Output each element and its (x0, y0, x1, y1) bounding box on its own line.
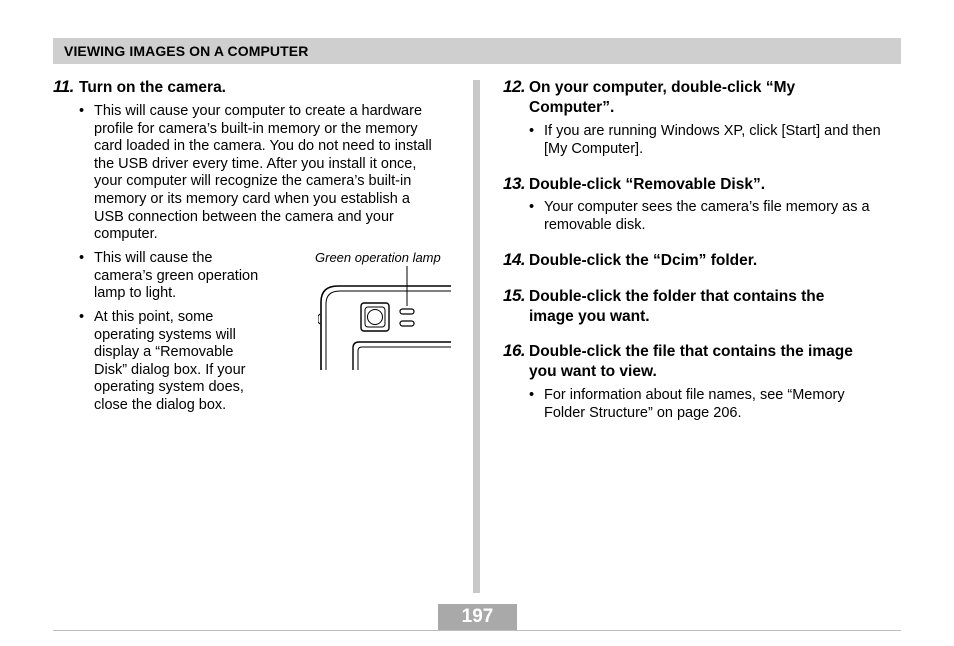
step-title-line: Double-click the file that contains the image (529, 343, 853, 360)
step-number: 11. (53, 77, 74, 96)
step-12 (503, 78, 903, 118)
bullet-line: Disk” dialog box. If your (94, 361, 246, 378)
step-title: Double-click the “Dcim” folder. (529, 252, 758, 269)
bullet-line: profile for camera’s built-in memory or the memory (94, 120, 418, 137)
bullet-line: This will cause your computer to create a hardware (94, 103, 423, 119)
bullet-file-names (529, 387, 904, 422)
camera-screen-outline (353, 342, 451, 370)
camera-illustration (318, 262, 454, 374)
bullet-line: memory or its memory card when you establish a (94, 190, 410, 207)
step-14 (503, 251, 903, 271)
step-number: 12. (503, 77, 526, 96)
step-13 (503, 175, 903, 195)
bullet-line: At this point, some (94, 309, 214, 325)
bullet-line: For information about file names, see “Memory (544, 387, 845, 403)
bullet-dot: • (529, 387, 535, 403)
step-number: 16. (503, 341, 526, 360)
step-15 (503, 287, 903, 327)
bullet-removable-disk-dialog (79, 309, 299, 415)
bullet-dot: • (79, 250, 85, 266)
bullet-dot: • (79, 309, 85, 325)
bullet-line: This will cause the (94, 250, 213, 266)
bullet-line: close the dialog box. (94, 396, 227, 413)
bullet-line: card loaded in the camera. You do not need to install (94, 138, 432, 155)
step-16 (503, 342, 903, 382)
section-header-bar (53, 38, 901, 64)
bullet-line: removable disk. (544, 216, 646, 233)
step-title-line: On your computer, double-click “My (529, 79, 796, 96)
bullet-line: computer. (94, 226, 158, 243)
bullet-green-lamp (79, 250, 299, 303)
bullet-usb-profile (79, 103, 459, 244)
step-number: 13. (503, 174, 526, 193)
bullet-dot: • (79, 103, 85, 119)
secondary-lamp (400, 321, 414, 326)
bullet-dot: • (529, 123, 535, 139)
bullet-line: operating system does, (94, 379, 244, 396)
page-number-box (438, 604, 517, 631)
bullet-line: lamp to light. (94, 285, 177, 302)
bullet-dot: • (529, 199, 535, 215)
step-title-line: you want to view. (529, 363, 657, 380)
bullet-line: Your computer sees the camera’s file memory as a (544, 199, 870, 215)
bullet-line: If you are running Windows XP, click [Start] and then (544, 123, 881, 139)
step-number: 14. (503, 250, 526, 269)
step-number: 15. (503, 286, 526, 305)
bullet-line: camera’s green operation (94, 267, 259, 284)
section-title: VIEWING IMAGES ON A COMPUTER (64, 43, 309, 59)
bullet-windows-xp (529, 123, 904, 158)
bullet-line: operating systems will (94, 326, 236, 343)
bullet-line: display a “Removable (94, 344, 234, 361)
bullet-line: USB connection between the camera and your (94, 208, 394, 225)
step-11 (53, 78, 453, 98)
step-title-line: Computer”. (529, 99, 615, 116)
page-number: 197 (461, 606, 494, 627)
footer-rule (53, 630, 901, 631)
step-title-line: image you want. (529, 308, 650, 325)
figure-caption: Green operation lamp (315, 250, 441, 265)
bullet-line: [My Computer]. (544, 140, 644, 157)
column-divider (473, 80, 480, 593)
bullet-line: your computer will recognize the camera’s built-in (94, 173, 412, 190)
bullet-line: Folder Structure” on page 206. (544, 404, 742, 421)
step-title: Double-click “Removable Disk”. (529, 176, 766, 193)
step-title-line: Double-click the folder that contains the (529, 288, 825, 305)
step-title: Turn on the camera. (79, 79, 226, 96)
camera-body-outline (321, 286, 451, 370)
bullet-removable-disk (529, 199, 904, 234)
bullet-line: the USB driver every time. After you install it once, (94, 155, 417, 172)
green-operation-lamp (400, 309, 414, 314)
